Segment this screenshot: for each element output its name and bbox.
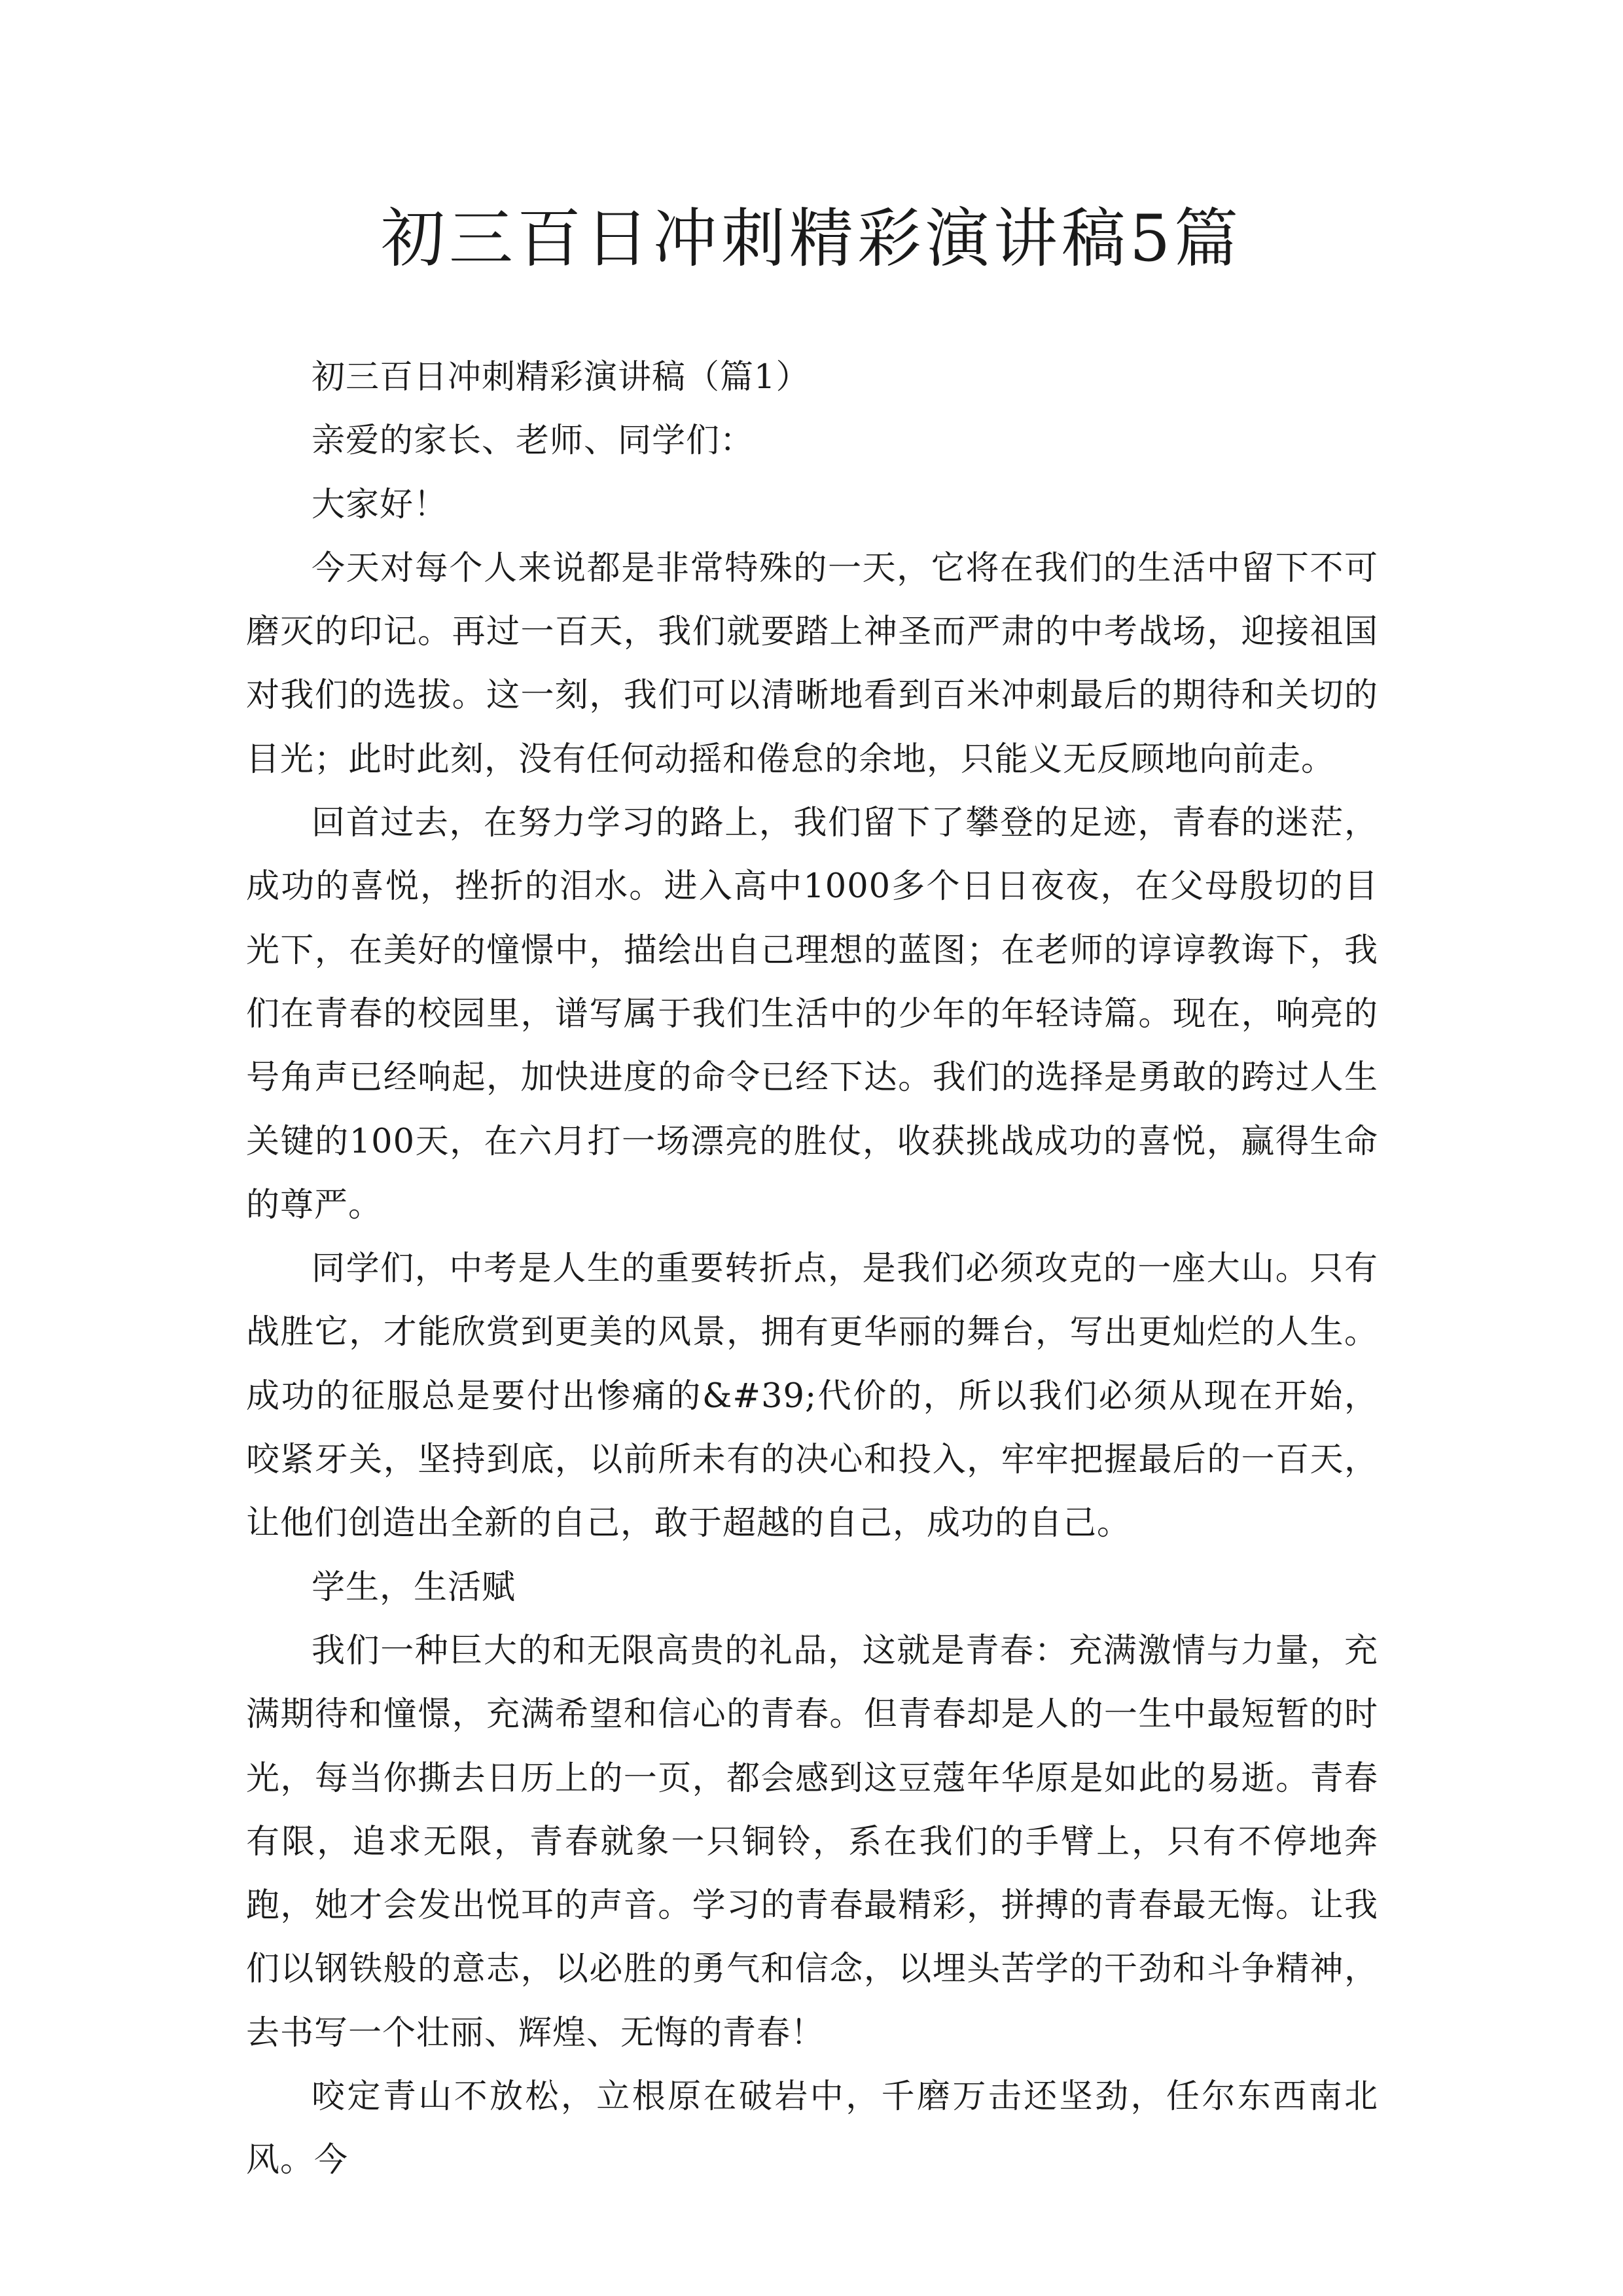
- section-heading: 初三百日冲刺精彩演讲稿（篇1）: [312, 358, 810, 397]
- body-paragraph: 回首过去，在努力学习的路上，我们留下了攀登的足迹，青春的迷茫，成功的喜悦，挫折的泪水。进入高中1000多个日日夜夜，在父母殷切的目光下，在美好的憧憬中，描绘出自己理想的蓝图；在老师的谆谆教诲下，我们在青春的校园里，谱写属于我们生活中的少年的年轻诗篇。现在，响亮的号角声已经响起，加快进度的命令已经下达。我们的选择是勇敢的跨过人生关键的100天，在六月打一场漂亮的胜仗，收获挑战成功的喜悦，赢得生命的尊严。: [246, 804, 1378, 1225]
- document-body: [246, 346, 1378, 2193]
- body-paragraph: 咬定青山不放松，立根原在破岩中，千磨万击还坚劲，任尔东西南北风。今: [246, 2077, 1378, 2180]
- salutation: 亲爱的家长、老师、同学们：: [312, 422, 755, 461]
- document-title: 初三百日冲刺精彩演讲稿5篇: [380, 202, 1243, 276]
- body-paragraph: 今天对每个人来说都是非常特殊的一天，它将在我们的生活中留下不可磨灭的印记。再过一百天，我们就要踏上神圣而严肃的中考战场，迎接祖国对我们的选拔。这一刻，我们可以清晰地看到百米冲刺最后的期待和关切的目光；此时此刻，没有任何动摇和倦怠的余地，只能义无反顾地向前走。: [246, 548, 1378, 779]
- body-paragraph: 学生，生活赋: [312, 1568, 516, 1607]
- body-paragraph: 同学们，中考是人生的重要转折点，是我们必须攻克的一座大山。只有战胜它，才能欣赏到更美的风景，拥有更华丽的舞台，写出更灿烂的人生。成功的征服总是要付出惨痛的&#39;代价的，所以我们必须从现在开始，咬紧牙关，坚持到底，以前所未有的决心和投入，牢牢把握最后的一百天，让他们创造出全新的自己，敢于超越的自己，成功的自己。: [246, 1249, 1378, 1543]
- body-paragraph: 我们一种巨大的和无限高贵的礼品，这就是青春：充满激情与力量，充满期待和憧憬，充满希望和信心的青春。但青春却是人的一生中最短暂的时光，每当你撕去日历上的一页，都会感到这豆蔻年华原是如此的易逝。青春有限，追求无限，青春就象一只铜铃，系在我们的手臂上，只有不停地奔跑，她才会发出悦耳的声音。学习的青春最精彩，拼搏的青春最无悔。让我们以钢铁般的意志，以必胜的勇气和信念，以埋头苦学的干劲和斗争精神，去书写一个壮丽、辉煌、无悔的青春！: [246, 1631, 1378, 2053]
- greeting: 大家好！: [312, 485, 448, 524]
